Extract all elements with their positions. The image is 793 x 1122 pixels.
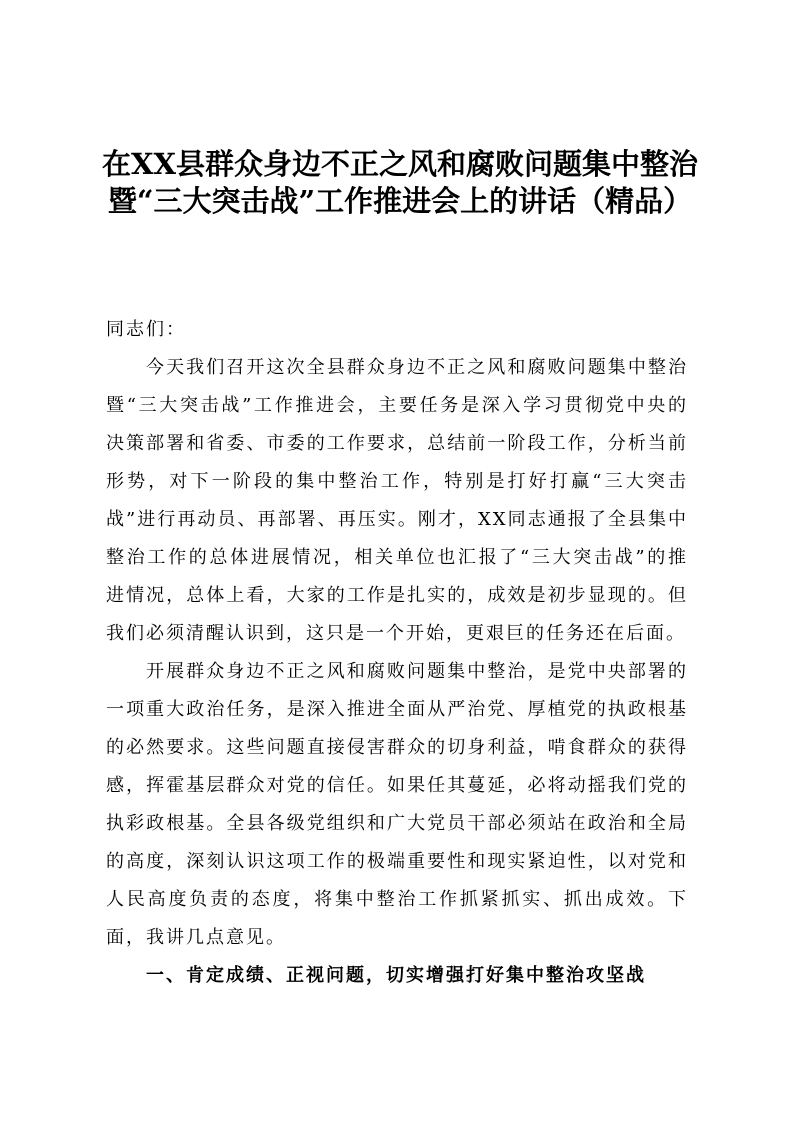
- document-body: [106, 311, 688, 995]
- paragraph-1: 今天我们召开这次全县群众身边不正之风和腐败问题集中整治暨“三大突击战”工作推进会，主要任务是深入学习贯彻党中央的决策部署和省委、市委的工作要求，总结前一阶段工作，分析当前形势，对下一阶段的集中整治工作，特别是打好打赢“三大突击战”进行再动员、再部署、再压实。刚才，XX同志通报了全县集中整治工作的总体进展情况，相关单位也汇报了“三大突击战”的推进情况，总体上看，大家的工作是扎实的，成效是初步显现的。但我们必须清醒认识到，这只是一个开始，更艰巨的任务还在后面。: [106, 357, 689, 644]
- section-heading-1: 一、肯定成绩、正视问题，切实增强打好集中整治攻坚战: [146, 965, 646, 986]
- document-title: 在XX县群众身边不正之风和腐败问题集中整治暨“三大突击战”工作推进会上的讲话（精品）: [101, 147, 698, 218]
- salutation: 同志们：: [106, 319, 186, 340]
- paragraph-2: 开展群众身边不正之风和腐败问题集中整治，是党中央部署的一项重大政治任务，是深入推进全面从严治党、厚植党的执政根基的必然要求。这些问题直接侵害群众的切身利益，啃食群众的获得感，挥霍基层群众对党的信任。如果任其蔓延，必将动摇我们党的执彩政根基。全县各级党组织和广大党员干部必须站在政治和全局的高度，深刻认识这项工作的极端重要性和现实紧迫性，以对党和人民高度负责的态度，将集中整治工作抓紧抓实、抓出成效。下面，我讲几点意见。: [106, 661, 688, 948]
